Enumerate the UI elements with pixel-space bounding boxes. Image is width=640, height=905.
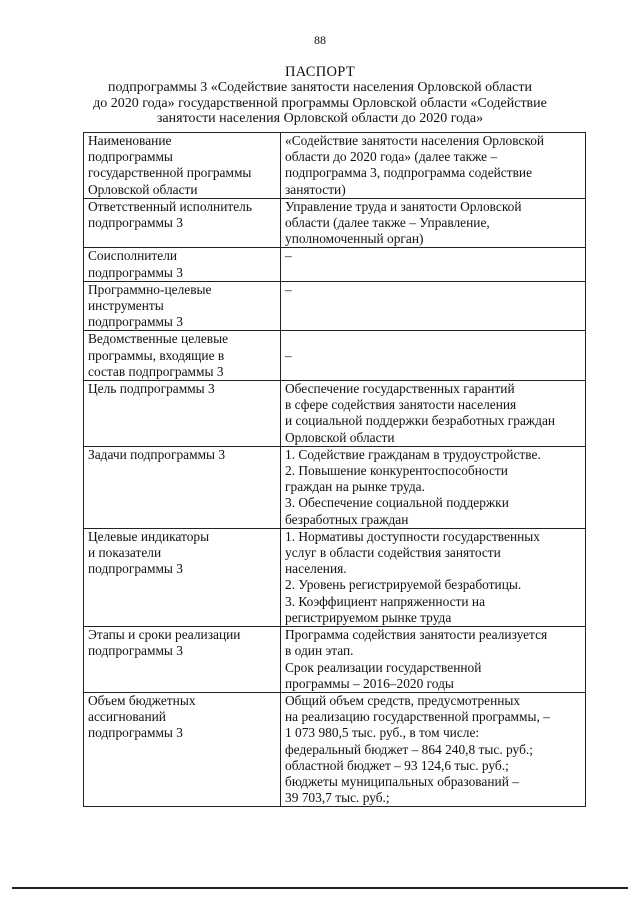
label-line: подпрограммы xyxy=(88,149,173,165)
value-line: безработных граждан xyxy=(285,511,409,527)
passport-row xyxy=(84,692,586,806)
passport-row xyxy=(84,331,586,381)
row-label xyxy=(84,248,281,281)
passport-row xyxy=(84,133,586,199)
subtitle-line: до 2020 года» государственной программы Орловской области «Содействие xyxy=(93,95,547,111)
label-line: государственной программы xyxy=(88,165,252,181)
value-line: 3. Обеспечение социальной поддержки xyxy=(285,495,509,511)
label-line: Этапы и сроки реализации xyxy=(88,627,241,643)
value-line: регистрируемом рынке труда xyxy=(285,609,452,625)
row-value xyxy=(281,248,586,281)
row-label xyxy=(84,281,281,331)
value-line: – xyxy=(285,347,292,363)
row-value xyxy=(281,331,586,381)
subtitle-line: занятости населения Орловской области до 2020 года» xyxy=(156,111,484,126)
passport-row xyxy=(84,248,586,281)
value-line: Срок реализации государственной xyxy=(285,659,482,675)
row-label xyxy=(84,331,281,381)
label-line: инструменты xyxy=(88,298,164,314)
label-line: Ответственный исполнитель xyxy=(88,198,252,214)
value-line: в сфере содействия занятости населения xyxy=(285,397,517,413)
value-line: занятости) xyxy=(285,181,346,197)
label-line: ассигнований xyxy=(88,709,166,725)
value-line: уполномоченный орган) xyxy=(285,231,424,247)
row-label xyxy=(84,381,281,447)
row-label xyxy=(84,446,281,528)
value-line: в один этап. xyxy=(285,643,354,659)
row-label xyxy=(84,133,281,199)
label-line: подпрограммы 3 xyxy=(88,643,183,659)
value-line: – xyxy=(285,281,292,297)
label-line: Наименование xyxy=(88,133,172,148)
label-line: программы, входящие в xyxy=(88,347,225,363)
value-line: 1. Нормативы доступности государственных xyxy=(285,528,541,544)
value-line: Орловской области xyxy=(285,429,395,445)
value-line: 2. Повышение конкурентоспособности xyxy=(285,463,508,479)
value-line: федеральный бюджет – 864 240,8 тыс. руб.; xyxy=(285,741,533,757)
label-line: Ведомственные целевые xyxy=(88,331,229,347)
passport-table-body xyxy=(84,133,586,807)
value-line: 1 073 980,5 тыс. руб., в том числе: xyxy=(285,725,480,741)
row-label xyxy=(84,692,281,806)
value-line: – xyxy=(285,248,292,264)
value-line: Обеспечение государственных гарантий xyxy=(285,381,515,397)
value-line: 1. Содействие гражданам в трудоустройстве. xyxy=(285,446,541,462)
value-line: Общий объем средств, предусмотренных xyxy=(285,692,521,708)
passport-table xyxy=(83,132,586,807)
label-line: подпрограммы 3 xyxy=(88,725,183,741)
label-line: Программно-целевые xyxy=(88,281,212,297)
value-line: области (далее также – Управление, xyxy=(285,215,490,231)
label-line: Орловской области xyxy=(88,181,198,197)
passport-row xyxy=(84,381,586,447)
value-line: и социальной поддержки безработных граждан xyxy=(285,413,556,429)
label-line: подпрограммы 3 xyxy=(88,264,183,280)
page-number: 88 xyxy=(314,33,326,47)
label-line: Соисполнители xyxy=(88,248,178,264)
row-value xyxy=(281,133,586,199)
passport-row xyxy=(84,528,586,626)
label-line: Объем бюджетных xyxy=(88,692,196,708)
row-value xyxy=(281,627,586,693)
value-line: на реализацию государственной программы, – xyxy=(285,709,550,725)
passport-row xyxy=(84,281,586,331)
row-label xyxy=(84,198,281,248)
value-line: населения. xyxy=(285,561,347,577)
label-line: подпрограммы 3 xyxy=(88,561,183,577)
row-value xyxy=(281,692,586,806)
value-line: подпрограмма 3, подпрограмма содействие xyxy=(285,165,533,181)
value-line: Программа содействия занятости реализуется xyxy=(285,627,548,643)
row-value xyxy=(281,281,586,331)
value-line: области до 2020 года» (далее также – xyxy=(285,149,498,165)
label-line: Целевые индикаторы xyxy=(88,528,210,544)
passport-row xyxy=(84,446,586,528)
value-line: Управление труда и занятости Орловской xyxy=(285,198,522,214)
document-title: ПАСПОРТ xyxy=(284,64,356,80)
value-line: граждан на рынке труда. xyxy=(285,479,425,495)
value-line: 39 703,7 тыс. руб.; xyxy=(285,790,390,806)
row-label xyxy=(84,627,281,693)
subtitle-line: подпрограммы 3 «Содействие занятости населения Орловской области xyxy=(108,80,532,95)
label-line: подпрограммы 3 xyxy=(88,314,183,330)
label-line: состав подпрограммы 3 xyxy=(88,363,224,379)
value-line: 3. Коэффициент напряженности на xyxy=(285,593,486,609)
value-line: бюджеты муниципальных образований – xyxy=(285,773,519,789)
row-value xyxy=(281,381,586,447)
passport-row xyxy=(84,627,586,693)
row-value xyxy=(281,446,586,528)
value-line xyxy=(285,331,582,347)
label-line: подпрограммы 3 xyxy=(88,215,183,231)
row-value xyxy=(281,198,586,248)
page-bottom-rule xyxy=(12,887,628,889)
row-label xyxy=(84,528,281,626)
passport-row xyxy=(84,198,586,248)
label-line: Цель подпрограммы 3 xyxy=(88,381,215,397)
row-value xyxy=(281,528,586,626)
document-subtitle xyxy=(60,80,580,127)
label-line: и показатели xyxy=(88,545,162,561)
value-line: 2. Уровень регистрируемой безработицы. xyxy=(285,577,522,593)
value-line: «Содействие занятости населения Орловской xyxy=(285,133,545,148)
value-line: областной бюджет – 93 124,6 тыс. руб.; xyxy=(285,757,509,773)
label-line: Задачи подпрограммы 3 xyxy=(88,446,226,462)
value-line: услуг в области содействия занятости xyxy=(285,545,501,561)
value-line: программы – 2016–2020 годы xyxy=(285,675,454,691)
